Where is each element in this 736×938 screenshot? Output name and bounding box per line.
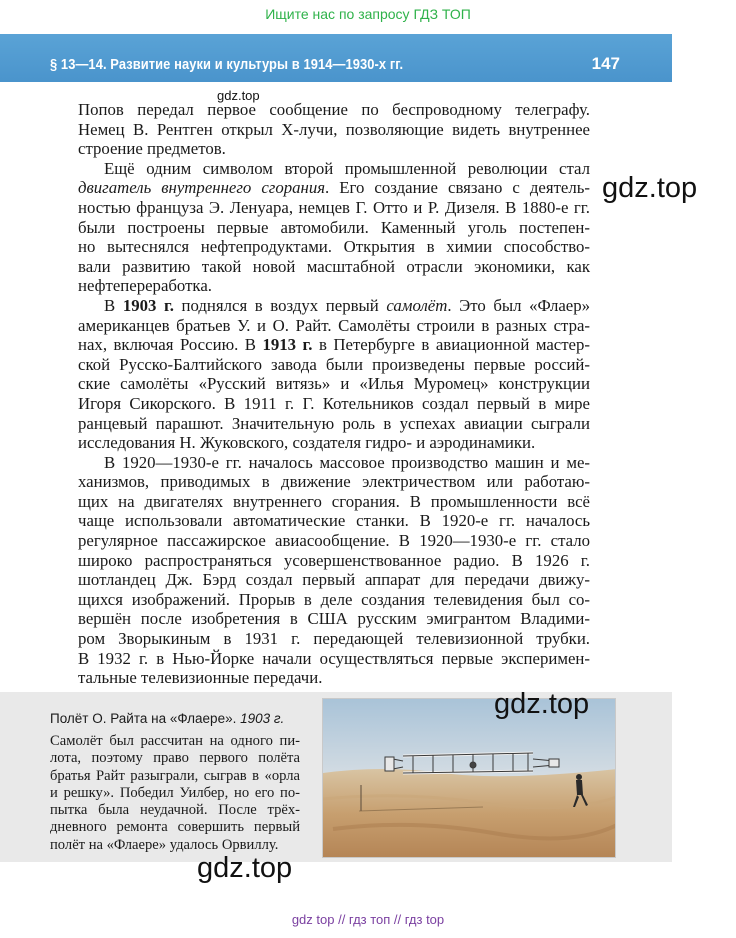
- paragraph: [78, 159, 590, 296]
- section-title: § 13—14. Развитие науки и культуры в 1914—1930-х гг.: [50, 56, 404, 73]
- text-segment: щих на двигателях внутреннего сгорания. В промышленности всё: [78, 491, 590, 511]
- text-segment: В: [104, 295, 123, 315]
- paragraph: [78, 296, 590, 453]
- text-segment: ностью француза Э. Ленуара, немцев Г. Отто и Р. Дизеля. В 1880-е гг.: [78, 197, 590, 217]
- text-segment: регулярное пассажирское авиасообщение. В 1920—1930-е гг. стало: [78, 531, 590, 551]
- text-segment: ранцевый парашют. Значительную роль в успехах авиации сыграли: [78, 413, 590, 433]
- text-segment: щихся изображений. Прорыв в деле создания телевидения был со-: [78, 589, 590, 609]
- text-segment: тальные телевизионные передачи.: [78, 668, 323, 688]
- text-line: [78, 237, 590, 257]
- watermark-photo: gdz.top: [494, 688, 590, 720]
- watermark-small: gdz.top: [217, 88, 260, 103]
- text-line: [78, 139, 590, 159]
- text-line: [78, 257, 590, 277]
- text-segment: . Его создание связано с деятель-: [325, 178, 590, 198]
- text-line: [78, 159, 590, 179]
- text-segment: ские самолёты «Русский витязь» и «Илья Муромец» конструкции: [78, 374, 590, 394]
- footer-links: gdz top // гдз топ // гдз top: [291, 912, 445, 927]
- text-line: [78, 433, 590, 453]
- caption-line: лота, поэтому право первого полёта: [50, 750, 300, 767]
- text-line: [78, 511, 590, 531]
- text-segment: самолёт: [386, 295, 448, 315]
- text-segment: Ещё одним символом второй промышленной революции стал: [104, 158, 590, 178]
- caption-line: полёт на «Флаере» удалось Орвиллу.: [50, 836, 279, 853]
- caption-title-year: 1903 г.: [240, 711, 285, 726]
- top-banner: Ищите нас по запросу ГДЗ ТОП: [265, 6, 471, 22]
- text-line: [78, 218, 590, 238]
- text-segment: Немец В. Рентген открыл Х-лучи, позволяющие видеть внутреннее: [78, 119, 590, 139]
- text-line: [78, 609, 590, 629]
- text-segment: в Петербурге в авиационной мастер-: [312, 335, 590, 355]
- caption-title: [50, 711, 284, 726]
- text-segment: ской Русско-Балтийского завода были произведены первые россий-: [78, 354, 590, 374]
- text-line: [78, 570, 590, 590]
- caption-line: братья Райт разыграли, сыграв в «орла: [50, 767, 300, 784]
- text-line: [78, 472, 590, 492]
- wright-flyer-illustration: [323, 699, 616, 858]
- text-segment: В 1920—1930-е гг. началось массовое производство машин и ме-: [104, 452, 590, 472]
- text-segment: строение предметов.: [78, 139, 226, 159]
- caption-title-text: Полёт О. Райта на «Флаере».: [50, 711, 241, 726]
- text-segment: нефтепереработка.: [78, 276, 212, 296]
- text-segment: 1903 г.: [122, 295, 174, 315]
- text-segment: чаще использовали автоматические станки. В 1920-е гг. началось: [78, 511, 590, 531]
- text-segment: двигатель внутреннего сгорания: [78, 178, 326, 198]
- text-line: [78, 453, 590, 473]
- caption-line: и решку». Победил Уилбер, но его по-: [50, 784, 300, 801]
- paragraph: [78, 453, 590, 688]
- caption-line: дневного ремонта совершить первый: [50, 819, 300, 836]
- text-segment: шотландец Дж. Бэрд создал первый аппарат для передачи движу-: [78, 570, 590, 590]
- text-line: [78, 335, 590, 355]
- text-line: [78, 276, 590, 296]
- wright-flyer-photo: [322, 698, 616, 858]
- watermark-right: gdz.top: [602, 172, 698, 204]
- text-line: [78, 316, 590, 336]
- text-line: [78, 198, 590, 218]
- text-segment: Попов передал первое сообщение по беспроводному телеграфу.: [78, 100, 590, 119]
- text-line: [78, 629, 590, 649]
- text-segment: были построены первые автомобили. Каменный уголь постепен-: [78, 217, 590, 237]
- text-line: [78, 649, 590, 669]
- text-line: [78, 296, 590, 316]
- watermark-bottom: gdz.top: [197, 852, 293, 884]
- text-line: [78, 394, 590, 414]
- text-segment: но вытеснялся нефтепродуктами. Открытия в химии способство-: [78, 237, 590, 257]
- text-segment: исследования Н. Жуковского, создателя гидро- и аэродинамики.: [78, 433, 536, 453]
- text-line: [78, 374, 590, 394]
- text-segment: В 1932 г. в Нью-Йорке начали осуществляться первые эксперимен-: [78, 648, 590, 668]
- text-segment: нах, включая Россию. В: [78, 335, 263, 355]
- page-number: 147: [591, 54, 620, 73]
- text-segment: широко распространяться усовершенствованное радио. В 1926 г.: [78, 550, 590, 570]
- text-segment: Игоря Сикорского. В 1911 г. Г. Котельников создал первый в мире: [78, 393, 590, 413]
- paragraph: [78, 100, 590, 159]
- text-line: [78, 531, 590, 551]
- caption-line: Самолёт был рассчитан на одного пи-: [50, 733, 300, 749]
- text-segment: вершён после изобретения в США русским эмигрантом Владими-: [78, 609, 590, 629]
- caption-text: [50, 733, 300, 854]
- text-segment: поднялся в воздух первый: [173, 295, 387, 315]
- text-line: [78, 178, 590, 198]
- text-segment: . Это был «Флаер»: [447, 295, 591, 315]
- text-segment: американцев братьев У. и О. Райт. Самолёты строили в разных стра-: [78, 315, 590, 335]
- text-line: [78, 551, 590, 571]
- text-line: [78, 590, 590, 610]
- text-line: [78, 100, 590, 120]
- text-line: [78, 355, 590, 375]
- text-line: [78, 414, 590, 434]
- text-segment: 1913 г.: [262, 335, 313, 355]
- caption-line: пытка была неудачной. После трёх-: [50, 802, 300, 819]
- text-line: [78, 668, 590, 688]
- text-segment: ром Зворыкиным в 1931 г. передающей телевизионной трубки.: [78, 629, 590, 649]
- text-segment: вали развитию такой новой масштабной отрасли экономики, как: [78, 256, 590, 276]
- text-line: [78, 120, 590, 140]
- section-header-bar: [0, 34, 672, 82]
- text-segment: ханизмов, приводимых в движение электричеством или работаю-: [78, 472, 590, 492]
- text-line: [78, 492, 590, 512]
- main-body-text: [78, 100, 590, 688]
